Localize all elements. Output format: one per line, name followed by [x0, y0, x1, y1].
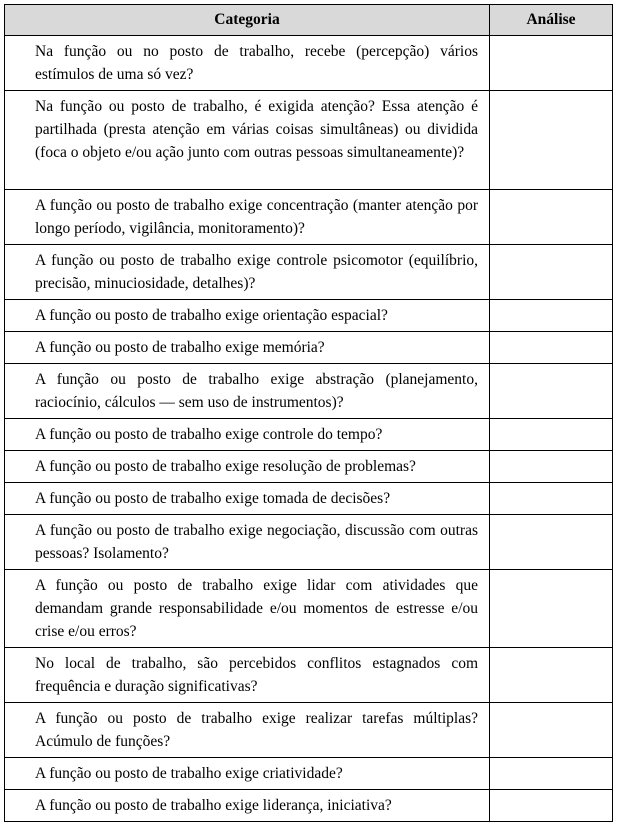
analysis-cell[interactable] — [490, 648, 613, 703]
table-row — [5, 300, 613, 332]
table-row — [5, 245, 613, 300]
category-cell: A função ou posto de trabalho exige memória? — [5, 332, 490, 364]
category-cell: No local de trabalho, são percebidos conflitos estagnados com frequência e duração significativas? — [5, 648, 490, 703]
category-cell: A função ou posto de trabalho exige concentração (manter atenção por longo período, vigilância, monitoramento)? — [5, 190, 490, 245]
category-cell: A função ou posto de trabalho exige tomada de decisões? — [5, 483, 490, 515]
category-cell: A função ou posto de trabalho exige orientação espacial? — [5, 300, 490, 332]
category-cell: A função ou posto de trabalho exige lidar com atividades que demandam grande responsabilidade e/ou momentos de estresse e/ou crise e/ou erros? — [5, 570, 490, 648]
table-body — [5, 36, 613, 822]
column-header-category: Categoria — [5, 5, 490, 36]
table-row — [5, 91, 613, 190]
table-row — [5, 483, 613, 515]
analysis-cell[interactable] — [490, 332, 613, 364]
table-row — [5, 190, 613, 245]
analysis-cell[interactable] — [490, 483, 613, 515]
category-cell: A função ou posto de trabalho exige negociação, discussão com outras pessoas? Isolamento? — [5, 515, 490, 570]
table-row — [5, 364, 613, 419]
analysis-cell[interactable] — [490, 451, 613, 483]
category-cell: A função ou posto de trabalho exige abstração (planejamento, raciocínio, cálculos — sem uso de instrumentos)? — [5, 364, 490, 419]
analysis-cell[interactable] — [490, 91, 613, 190]
analysis-cell[interactable] — [490, 790, 613, 822]
analysis-cell[interactable] — [490, 300, 613, 332]
table-header-row — [5, 5, 613, 36]
table-row — [5, 332, 613, 364]
category-cell: Na função ou no posto de trabalho, recebe (percepção) vários estímulos de uma só vez? — [5, 36, 490, 91]
category-cell: A função ou posto de trabalho exige resolução de problemas? — [5, 451, 490, 483]
analysis-cell[interactable] — [490, 190, 613, 245]
analysis-cell[interactable] — [490, 703, 613, 758]
table-row — [5, 758, 613, 790]
analysis-cell[interactable] — [490, 245, 613, 300]
category-cell: A função ou posto de trabalho exige realizar tarefas múltiplas? Acúmulo de funções? — [5, 703, 490, 758]
table-row — [5, 648, 613, 703]
table-row — [5, 36, 613, 91]
analysis-cell[interactable] — [490, 419, 613, 451]
category-cell: A função ou posto de trabalho exige criatividade? — [5, 758, 490, 790]
table-row — [5, 515, 613, 570]
analysis-cell[interactable] — [490, 364, 613, 419]
category-cell: A função ou posto de trabalho exige liderança, iniciativa? — [5, 790, 490, 822]
analysis-cell[interactable] — [490, 758, 613, 790]
analysis-cell[interactable] — [490, 515, 613, 570]
table-row — [5, 570, 613, 648]
analysis-table — [4, 4, 613, 822]
category-cell: A função ou posto de trabalho exige controle psicomotor (equilíbrio, precisão, minuciosidade, detalhes)? — [5, 245, 490, 300]
analysis-cell[interactable] — [490, 36, 613, 91]
analysis-cell[interactable] — [490, 570, 613, 648]
table-row — [5, 790, 613, 822]
category-cell: A função ou posto de trabalho exige controle do tempo? — [5, 419, 490, 451]
column-header-analysis: Análise — [490, 5, 613, 36]
table-row — [5, 703, 613, 758]
table-row — [5, 451, 613, 483]
table-row — [5, 419, 613, 451]
category-cell: Na função ou posto de trabalho, é exigida atenção? Essa atenção é partilhada (presta atenção em várias coisas simultâneas) ou dividida (foca o objeto e/ou ação junto com outras pessoas simultaneamente)? — [5, 91, 490, 190]
